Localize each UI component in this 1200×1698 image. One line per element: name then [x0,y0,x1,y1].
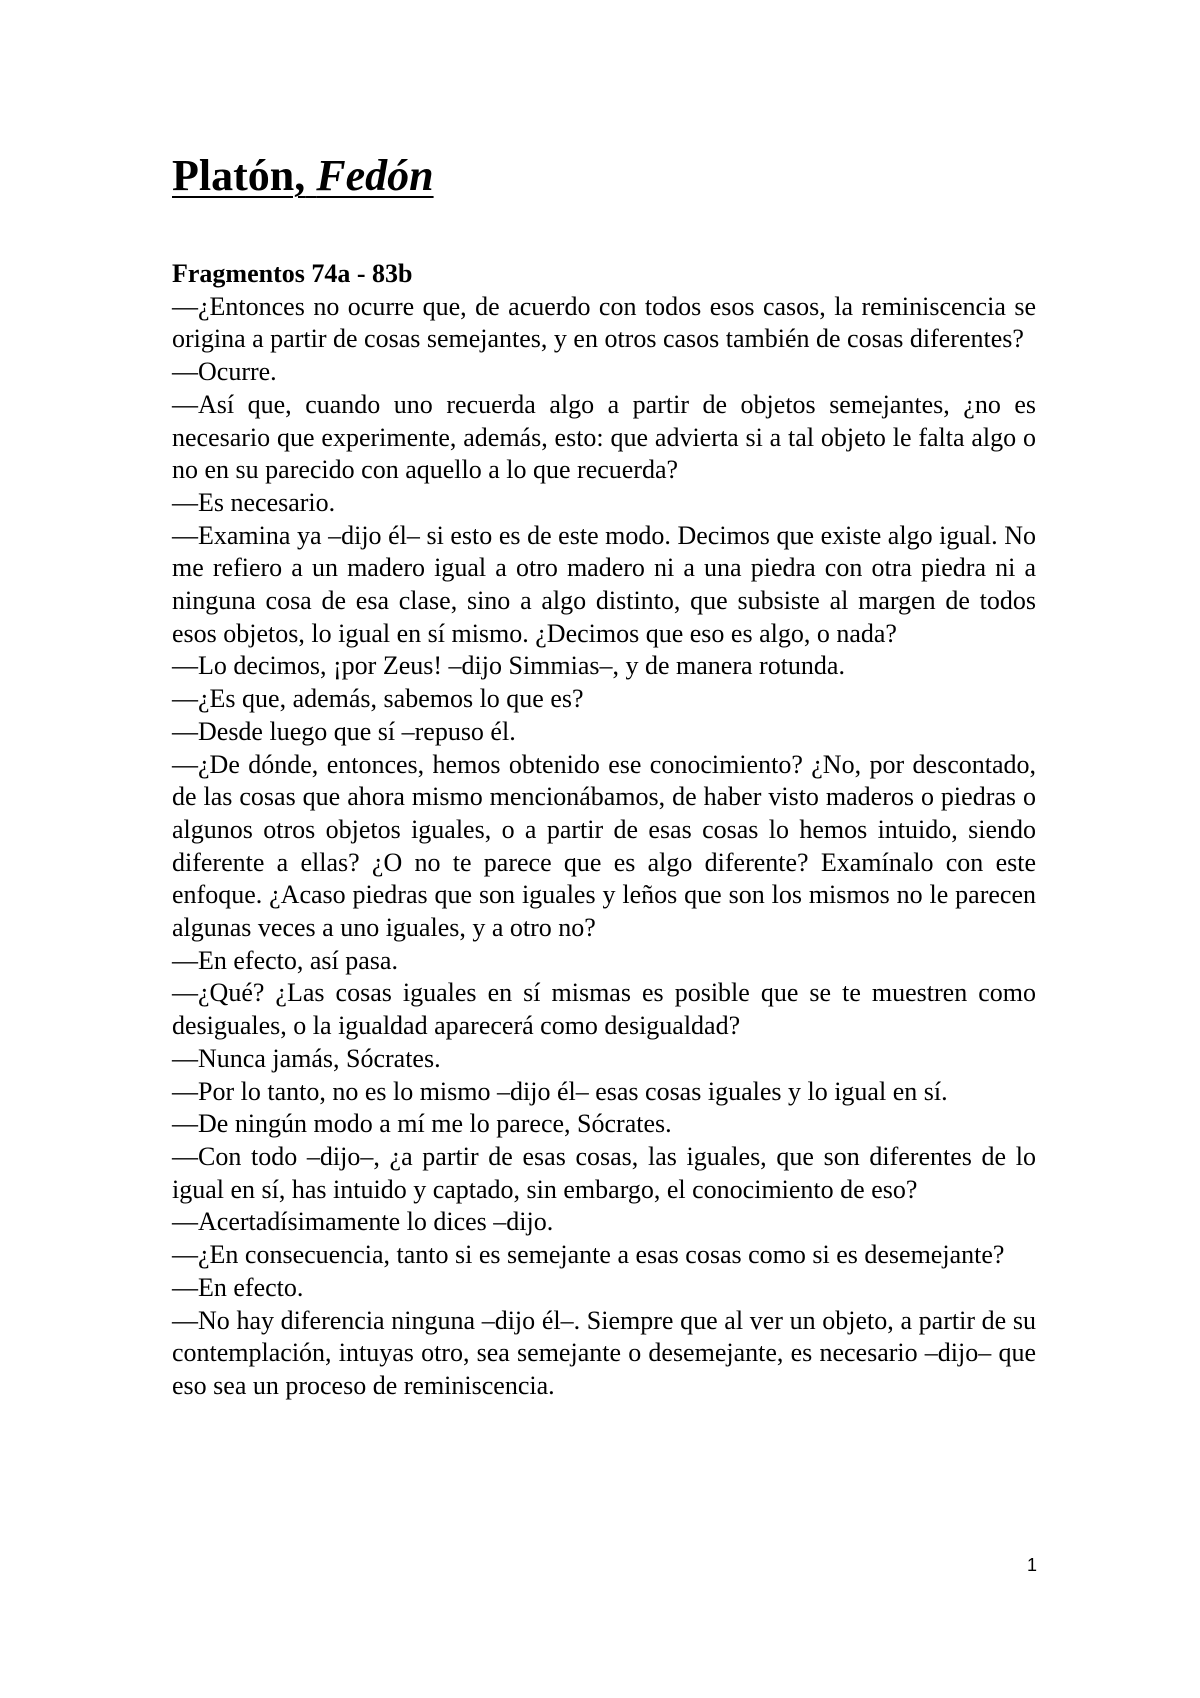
section-heading: Fragmentos 74a - 83b [172,259,413,288]
dialogue-paragraph: —¿De dónde, entonces, hemos obtenido ese conocimiento? ¿No, por descontado, de las cosas que ahora mismo mencionábamos, de haber visto maderos o piedras o algunos otros objetos iguales, o a partir de esas cosas lo hemos intuido, siendo diferente a ellas? ¿O no te parece que es algo diferente? Examínalo con este enfoque. ¿Acaso piedras que son iguales y leños que son los mismos no le parecen algunas veces a uno iguales, y a otro no? [172,749,1036,943]
document-body [172,258,1036,1403]
dialogue-paragraph: —No hay diferencia ninguna –dijo él–. Siempre que al ver un objeto, a partir de su contemplación, intuyas otro, sea semejante o desemejante, es necesario –dijo– que eso sea un proceso de reminiscencia. [172,1305,1036,1400]
dialogue-paragraph: —Así que, cuando uno recuerda algo a partir de objetos semejantes, ¿no es necesario que experimente, además, esto: que advierta si a tal objeto le falta algo o no en su parecido con aquello a lo que recuerda? [172,389,1036,485]
dialogue-paragraph: —Ocurre. [172,357,277,387]
page-title [172,150,434,202]
title-work: Fedón [316,151,434,200]
title-author: Platón, [172,151,306,200]
dialogue-paragraph: —¿Qué? ¿Las cosas iguales en sí mismas es posible que se te muestren como desiguales, o la igualdad aparecerá como desigualdad? [172,978,1036,1041]
dialogue-paragraph: —Desde luego que sí –repuso él. [172,716,516,746]
dialogue-paragraph: —Nunca jamás, Sócrates. [172,1043,441,1073]
dialogue-paragraph: —¿Es que, además, sabemos lo que es? [172,684,584,714]
dialogue-paragraph: —Lo decimos, ¡por Zeus! –dijo Simmias–, y de manera rotunda. [172,651,845,681]
dialogue-paragraph: —Con todo –dijo–, ¿a partir de esas cosas, las iguales, que son diferentes de lo igual en sí, has intuido y captado, sin embargo, el conocimiento de eso? [172,1141,1036,1204]
dialogue-paragraph: —Acertadísimamente lo dices –dijo. [172,1207,554,1237]
dialogue-paragraph: —Por lo tanto, no es lo mismo –dijo él– esas cosas iguales y lo igual en sí. [172,1076,948,1106]
dialogue-paragraph: —De ningún modo a mí me lo parece, Sócrates. [172,1109,672,1139]
page-number: 1 [1026,1555,1037,1575]
dialogue-paragraph: —En efecto. [172,1272,304,1302]
dialogue-paragraph: —¿Entonces no ocurre que, de acuerdo con todos esos casos, la reminiscencia se origina a partir de cosas semejantes, y en otros casos también de cosas diferentes? [172,291,1036,354]
dialogue-paragraph: —En efecto, así pasa. [172,945,398,975]
dialogue-paragraph: —Examina ya –dijo él– si esto es de este modo. Decimos que existe algo igual. No me refiero a un madero igual a otro madero ni a una piedra con otra piedra ni a ninguna cosa de esa clase, sino a algo distinto, que subsiste al margen de todos esos objetos, lo igual en sí mismo. ¿Decimos que eso es algo, o nada? [172,520,1036,648]
dialogue-paragraph: —¿En consecuencia, tanto si es semejante a esas cosas como si es desemejante? [172,1240,1005,1270]
dialogue-paragraph: —Es necesario. [172,487,336,517]
